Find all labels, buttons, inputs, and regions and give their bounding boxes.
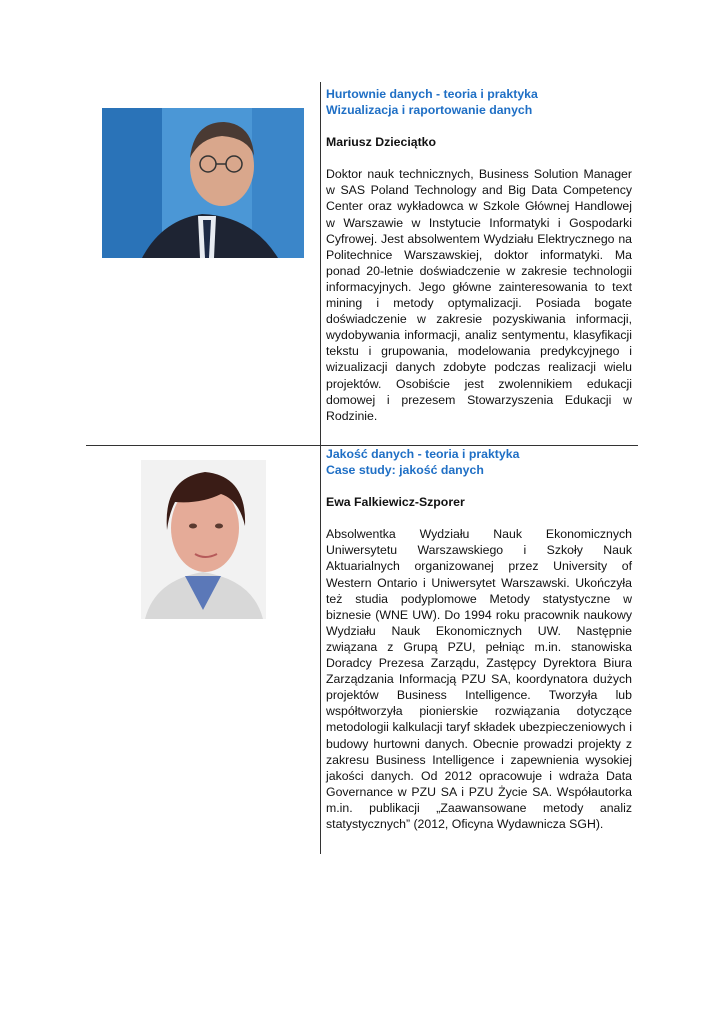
course-title: Jakość danych - teoria i praktyka (326, 447, 520, 461)
speaker-bio: Doktor nauk technicznych, Business Solution Manager w SAS Poland Technology and Big Data Competency Center oraz wykładowca w Szkole Głównej Handlowej w Warszawie w Instytucie Informatyki i Gospodarki Cyfrowej. Jest absolwentem Wydziału Elektrycznego na Politechnice Warszawskiej, doktor informatyki. Ma ponad 20-letnie doświadczenie w zakresie technologii informacyjnych. Jego główne zainteresowania to text mining i metody optymalizacji. Posiada bogate doświadczenie w zakresie pozyskiwania informacji, wydobywania informacji, analiz sentymentu, klasyfikacji tekstu i grupowania, modelowania predykcyjnego i wizualizacji danych zdobyte podczas realizacji wielu projektów. Osobiście jest zwolennikiem edukacji domowej i prezesem Stowarzyszenia Edukacji w Rodzinie. (326, 167, 632, 423)
course-title: Case study: jakość danych (326, 463, 484, 478)
column-divider-top (320, 82, 321, 446)
speaker-name: Mariusz Dzieciątko (326, 135, 437, 150)
course-title: Wizualizacja i raportowanie danych (326, 103, 533, 118)
column-divider-bottom (320, 446, 321, 854)
speaker-bio: Absolwentka Wydziału Nauk Ekonomicznych Uniwersytetu Warszawskiego i Szkoły Nauk Aktuarialnych organizowanej przez University of Western Ontario i Uniwersytet Warszawski. Ukończyła też studia podyplomowe Metody statystyczne w biznesie (WNE UW). Do 1994 roku pracownik naukowy Wydziału Nauk Ekonomicznych UW. Następnie związana z Grupą PZU, pełniąc m.in. stanowiska Doradcy Prezesa Zarządu, Zastępcy Dyrektora Biura Zarządzania Informacją PZU SA, koordynatora dużych projektów Business Intelligence. Tworzyła lub współtworzyła pionierskie rozwiązania dotyczące metodologii kalkulacji taryf składek ubezpieczeniowych i budowy hurtowni danych. Obecnie prowadzi projekty z zakresu Business Intelligence i zapewnienia wysokiej jakości danych. Od 2012 opracowuje i wdraża Data Governance w PZU SA i PZU Życie SA. Współautorka m.in. publikacji „Zaawansowane metody analiz statystycznych” (2012, Oficyna Wydawnicza SGH). (326, 527, 632, 831)
speaker-photo-mariusz (102, 108, 304, 258)
speaker-photo-ewa (141, 460, 266, 619)
speaker-entry-2 (326, 446, 632, 832)
speaker-name: Ewa Falkiewicz-Szporer (326, 495, 465, 510)
course-title: Hurtownie danych - teoria i praktyka (326, 87, 538, 101)
speaker-entry-1 (326, 86, 632, 424)
